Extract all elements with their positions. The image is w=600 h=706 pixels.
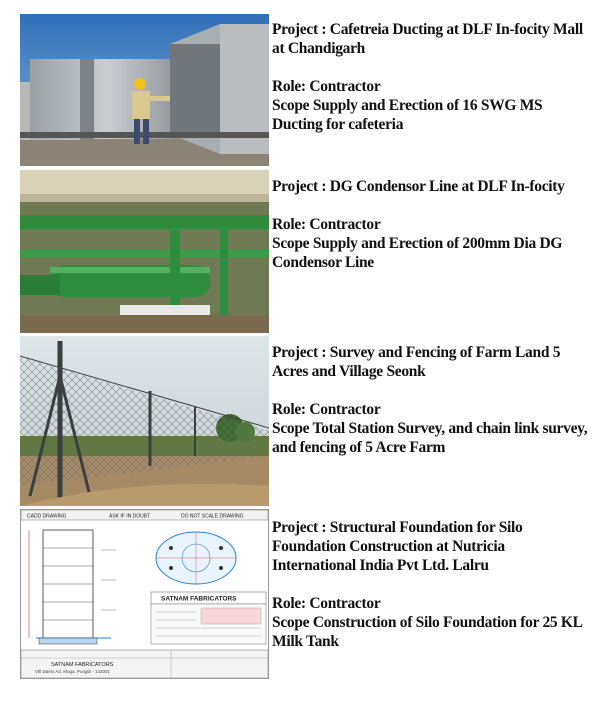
project-1-role: Role: Contractor xyxy=(272,78,381,95)
project-4-scope: Scope Construction of Silo Foundation for 25 KL Milk Tank xyxy=(272,614,582,650)
ducting-photo-icon xyxy=(20,14,269,166)
project-2-text xyxy=(272,177,590,272)
project-4-drawing xyxy=(20,509,269,679)
project-3-role: Role: Contractor xyxy=(272,401,381,418)
project-2-photo xyxy=(20,170,269,333)
project-4-text xyxy=(272,518,590,651)
drawing-company-footer: SATNAM FABRICATORS xyxy=(51,662,114,668)
silo-drawing-icon xyxy=(21,510,268,678)
fencing-photo-icon xyxy=(20,336,269,506)
drawing-company: SATNAM FABRICATORS xyxy=(161,595,237,603)
drawing-address: VIll Dams Ad, Moga, Punjab - 142001 xyxy=(35,669,111,674)
project-4-role: Role: Contractor xyxy=(272,595,381,612)
project-3-text xyxy=(272,343,590,457)
project-1-photo xyxy=(20,14,269,166)
project-4-title: Project : Structural Foundation for Silo Foundation Construction at Nutricia International India Pvt Ltd. Lalru xyxy=(272,519,523,574)
drawing-header-left: CADD DRAWING xyxy=(27,513,67,520)
project-3-photo xyxy=(20,336,269,506)
project-3-scope: Scope Total Station Survey, and chain link survey, and fencing of 5 Acre Farm xyxy=(272,420,588,456)
project-1-text xyxy=(272,20,590,134)
drawing-header-right: DO NOT SCALE DRAWING xyxy=(181,513,244,520)
project-2-title: Project : DG Condensor Line at DLF In-focity xyxy=(272,178,565,195)
project-2-scope: Scope Supply and Erection of 200mm Dia DG Condensor Line xyxy=(272,235,563,271)
pipes-photo-icon xyxy=(20,170,269,333)
project-3-title: Project : Survey and Fencing of Farm Land 5 Acres and Village Seonk xyxy=(272,344,561,380)
project-1-title: Project : Cafetreia Ducting at DLF In-focity Mall at Chandigarh xyxy=(272,21,583,57)
project-1-scope: Scope Supply and Erection of 16 SWG MS Ducting for cafeteria xyxy=(272,97,543,133)
drawing-header-mid: ASK IF IN DOUBT xyxy=(109,513,151,520)
project-2-role: Role: Contractor xyxy=(272,216,381,233)
